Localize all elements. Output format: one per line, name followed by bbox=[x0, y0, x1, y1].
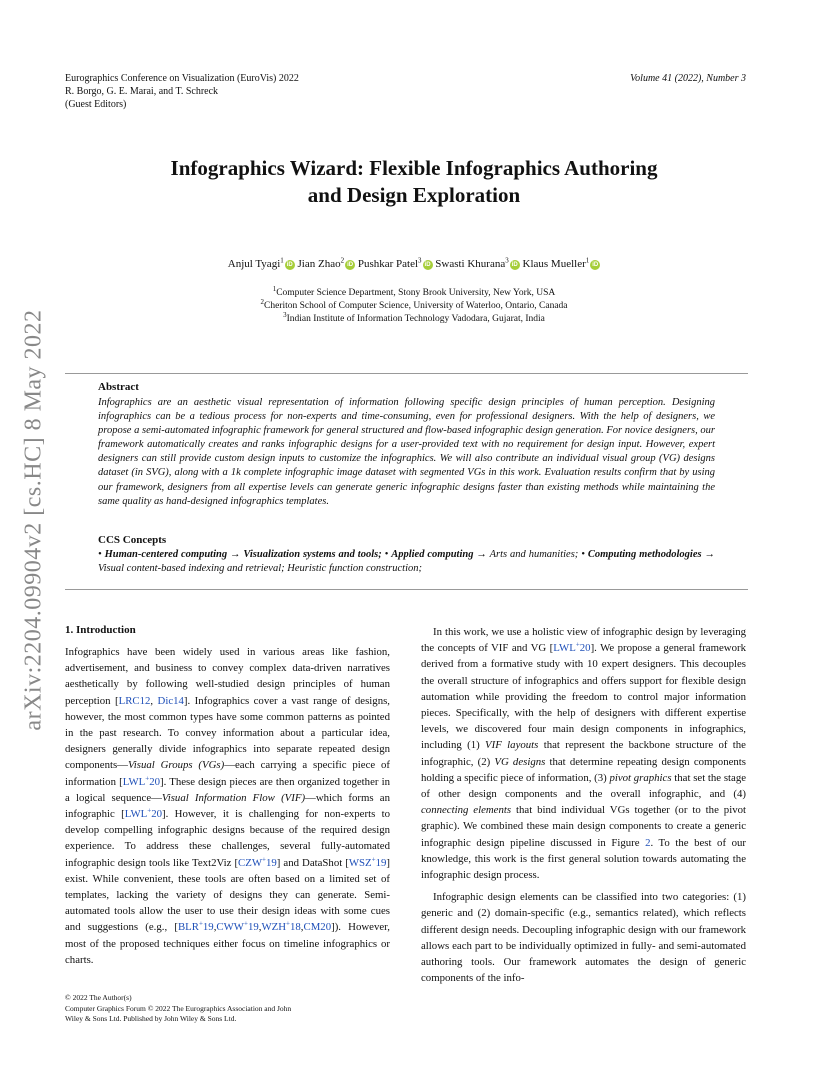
emphasis-term: pivot graphics bbox=[609, 771, 672, 784]
author-affiliation-number: 1 bbox=[585, 256, 590, 265]
affiliation-text: Indian Institute of Information Technology Vadodara, Gujarat, India bbox=[286, 314, 545, 324]
author-affiliation-number: 2 bbox=[340, 256, 345, 265]
copyright-footer bbox=[65, 993, 291, 1025]
affiliation bbox=[0, 297, 828, 313]
arxiv-identifier-text: arXiv:2204.09904v2 [cs.HC] 8 May 2022 bbox=[20, 309, 47, 731]
section-heading-introduction: 1. Introduction bbox=[65, 624, 136, 636]
ccs-concept-detail: Visualization systems and tools; bbox=[243, 549, 382, 560]
orcid-icon[interactable]: iD bbox=[592, 262, 599, 268]
citation-link[interactable]: WZH+18 bbox=[261, 919, 301, 934]
ccs-bullet: • bbox=[384, 549, 392, 560]
arxiv-identifier[interactable] bbox=[14, 285, 54, 755]
author bbox=[355, 258, 432, 270]
citation-link[interactable]: 2 bbox=[645, 836, 651, 849]
affiliation-number: 3 bbox=[283, 310, 287, 319]
ccs-arrow: → bbox=[473, 549, 490, 560]
affiliation-list bbox=[0, 284, 828, 326]
citation-link[interactable]: LWL+20 bbox=[553, 640, 591, 655]
left-column bbox=[65, 644, 390, 968]
ccs-heading: CCS Concepts bbox=[98, 534, 167, 546]
author-affiliation-number: 3 bbox=[418, 256, 422, 265]
conference-name: Eurographics Conference on Visualization (EuroVis) 2022 bbox=[65, 73, 299, 84]
orcid-icon[interactable]: iD bbox=[286, 262, 293, 268]
intro-paragraph-1: Infographics have been widely used in various areas like fashion, advertisement, and business to convey complex data-driven narratives aesthetically by following well-studied design principles of human perception [LRC12, Dic14]. Infographics cover a vast range of designs, however, the most common types have some common patterns as pointed in the past research. To convey information about a particular idea, designers generally divide infographics into separate repeated design components—Visual Groups (VGs)—each carrying a specific piece of information [LWL+20]. These design pieces are then organized together in a logical sequence—Visual Information Flow (VIF)—which forms an infographic [LWL+20]. However, it is challenging for non-experts to develop compelling infographic designs because of the required design experience. To address these challenges, several fully-automated infographic design tools like Text2Viz [CZW+19] and DataShot [WSZ+19] exist. While convenient, these tools are often based on a limited set of templates, lacking the variety of designs they can generate. Semi-automated tools allow the user to use their design ideas with some cues and suggestions (e.g., [BLR+19,CWW+19,WZH+18,CM20]). However, most of the proposed techniques either focus on timeline infographics or charts. bbox=[65, 646, 391, 966]
bottom-divider bbox=[65, 589, 748, 590]
author-name: Anjul Tyagi bbox=[227, 258, 281, 270]
emphasis-term: connecting elements bbox=[421, 804, 512, 817]
emphasis-term: VIF layouts bbox=[485, 739, 539, 752]
author-name: Jian Zhao bbox=[297, 258, 341, 270]
affiliation-text: Computer Science Department, Stony Brook University, New York, USA bbox=[276, 288, 556, 298]
emphasis-term: VG designs bbox=[494, 755, 546, 768]
affiliation bbox=[0, 310, 828, 326]
title-line-2: and Design Exploration bbox=[307, 183, 521, 207]
title-line-1: Infographics Wizard: Flexible Infographics Authoring bbox=[170, 156, 658, 180]
author-affiliation-number: 3 bbox=[505, 256, 509, 265]
author bbox=[520, 258, 600, 270]
ccs-concepts bbox=[98, 548, 715, 576]
emphasis-term: Visual Groups (VGs) bbox=[127, 759, 225, 772]
affiliation-number: 1 bbox=[272, 284, 277, 293]
running-header bbox=[65, 72, 299, 111]
top-divider bbox=[65, 373, 748, 374]
footer-line-1: © 2022 The Author(s) bbox=[65, 993, 132, 1002]
ccs-bullet: • bbox=[581, 549, 588, 560]
author-list bbox=[0, 258, 828, 270]
ccs-concept-term: Applied computing bbox=[391, 549, 474, 560]
intro-paragraph-3: Infographic design elements can be classified into two categories: (1) generic and (2) domain-specific (e.g., semantics related), which reflects different design needs. Decoupling infographic design with our framework allows each part to be individually optimized in fully- and semi-automated authoring tools. Our framework automates the design of generic components of the info- bbox=[421, 891, 746, 985]
author-name: Swasti Khurana bbox=[435, 258, 506, 270]
ccs-arrow: → bbox=[227, 549, 244, 560]
abstract-heading: Abstract bbox=[98, 381, 139, 393]
author-affiliation-number: 1 bbox=[280, 256, 284, 265]
intro-paragraph-2: In this work, we use a holistic view of infographic design by leveraging the concepts of VIF and VG [LWL+20]. We propose a general framework derived from a formative study with 10 expert designers. This decouples the overall structure of infographics and offers support for flexible design automation while providing the freedom to control major information pieces. Specifically, with the help of designers with different expertise levels, we discovered four main design components in infographics, including (1) VIF layouts that represent the backbone structure of the infographic, (2) VG designs that determine repeating design components holding a specific piece of information, (3) pivot graphics that set the stage of other design components and the overall infographic, and (4) connecting elements that bind individual VGs together (or to the pivot graphic). We combined these main design components to create a generic infographic design pipeline discussed in Figure 2. To the best of our knowledge, this work is the first general solution towards automating the infographic design process. bbox=[421, 626, 747, 882]
author-name: Klaus Mueller bbox=[522, 258, 586, 270]
author bbox=[295, 258, 355, 270]
affiliation-number: 2 bbox=[260, 297, 264, 306]
citation-link[interactable]: LWL+20 bbox=[122, 774, 161, 788]
editors: R. Borgo, G. E. Marai, and T. Schreck bbox=[65, 86, 219, 97]
footer-line-2: Computer Graphics Forum © 2022 The Eurographics Association and John bbox=[65, 1003, 292, 1013]
citation-link[interactable]: CWW+19 bbox=[216, 919, 259, 934]
citation-link[interactable]: LWL+20 bbox=[124, 806, 163, 821]
emphasis-term: Visual Information Flow (VIF) bbox=[161, 791, 306, 804]
orcid-icon[interactable]: iD bbox=[347, 262, 354, 268]
citation-link[interactable]: Dic14 bbox=[157, 694, 184, 707]
volume-info: Volume 41 (2022), Number 3 bbox=[630, 73, 746, 84]
author bbox=[433, 258, 520, 270]
citation-link[interactable]: WSZ+19 bbox=[348, 855, 387, 869]
affiliation bbox=[0, 284, 828, 300]
orcid-icon[interactable]: iD bbox=[424, 262, 431, 268]
citation-link[interactable]: CM20 bbox=[303, 921, 332, 934]
citation-link[interactable]: CZW+19 bbox=[238, 855, 277, 869]
footer-line-3: Wiley & Sons Ltd. Published by John Wiley & Sons Ltd. bbox=[65, 1014, 237, 1023]
ccs-arrow: → bbox=[701, 549, 715, 560]
right-column bbox=[421, 624, 746, 986]
abstract-text: Infographics are an aesthetic visual representation of information following specific design principles of human perception. Designing infographics can be a tedious process for non-experts and time-consuming, even for professional designers. With the help of designers, we propose a semi-automated infographic framework for general structured and flow-based infographic design generation. For novice designers, our framework automatically creates and ranks infographic designs for a user-provided text with no requirement for design input. However, expert designers can still provide custom design inputs to customize the infographics. We will also contribute an individual visual group (VG) designs dataset (in SVG), along with a 1k complete infographic image dataset with segmented VGs in this work. Evaluation results confirm that by using our framework, designers from all expertise levels can generate generic infographic designs faster than existing methods while maintaining the same quality as hand-designed infographics templates. bbox=[98, 397, 715, 507]
ccs-concept-detail: Visual content-based indexing and retrieval; Heuristic function construction; bbox=[98, 563, 422, 575]
ccs-concept-term: Human-centered computing bbox=[104, 549, 228, 560]
ccs-bullet: • bbox=[98, 549, 105, 560]
affiliation-text: Cheriton School of Computer Science, University of Waterloo, Ontario, Canada bbox=[263, 301, 568, 311]
citation-link[interactable]: BLR+19 bbox=[177, 919, 214, 934]
ccs-concept-detail: Arts and humanities; bbox=[489, 549, 579, 560]
orcid-icon[interactable]: iD bbox=[511, 262, 518, 268]
guest-editors: (Guest Editors) bbox=[65, 99, 127, 110]
author bbox=[228, 258, 295, 270]
paper-title bbox=[0, 155, 828, 209]
author-name: Pushkar Patel bbox=[357, 258, 419, 270]
ccs-concept-term: Computing methodologies bbox=[587, 549, 702, 560]
citation-link[interactable]: LRC12 bbox=[118, 694, 151, 707]
